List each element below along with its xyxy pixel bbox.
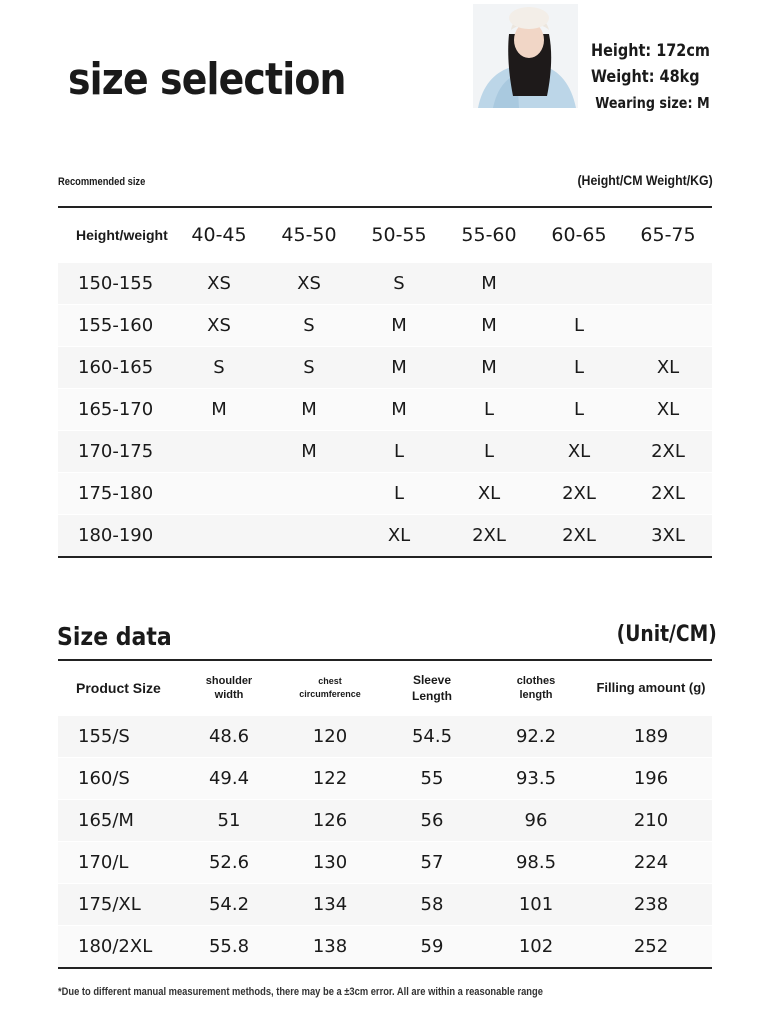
table-header-row [58, 207, 712, 263]
column-header [58, 660, 180, 716]
size-data-title: Size data [57, 622, 172, 651]
model-photo [473, 4, 578, 108]
height-range-cell: 180-190 [58, 515, 174, 558]
measurement-cell: 92.2 [482, 716, 590, 758]
measurement-cell: 102 [482, 926, 590, 969]
size-cell: L [444, 389, 534, 431]
measurement-cell: 189 [590, 716, 712, 758]
size-cell: L [534, 305, 624, 347]
size-cell: M [174, 389, 264, 431]
measurement-cell: 238 [590, 884, 712, 926]
recommended-size-table [58, 206, 712, 558]
size-data-table [58, 659, 712, 969]
column-header-line2: width [214, 689, 244, 701]
measurement-cell: 56 [382, 800, 482, 842]
measurement-cell: 96 [482, 800, 590, 842]
model-weight: Weight: 48kg [591, 67, 700, 87]
product-size-cell: 170/L [58, 842, 180, 884]
model-info [591, 38, 710, 116]
size-cell [264, 473, 354, 515]
column-header: 45-50 [281, 224, 337, 246]
recommended-size-label: Recommended size [58, 176, 146, 188]
recommended-unit: (Height/CM Weight/KG) [577, 172, 713, 188]
table-row [58, 926, 712, 969]
measurement-cell: 252 [590, 926, 712, 969]
table-row [58, 347, 712, 389]
column-header: 60-65 [551, 224, 607, 246]
table-row [58, 431, 712, 473]
product-size-cell: 165/M [58, 800, 180, 842]
column-header-line1: chest [318, 676, 342, 686]
measurement-cell: 54.5 [382, 716, 482, 758]
measurement-cell: 51 [180, 800, 278, 842]
measurement-cell: 55.8 [180, 926, 278, 969]
size-cell: L [534, 389, 624, 431]
measurement-cell: 48.6 [180, 716, 278, 758]
column-header: 65-75 [640, 224, 696, 246]
size-cell [174, 473, 264, 515]
measurement-cell: 101 [482, 884, 590, 926]
model-height: Height: 172cm [591, 41, 710, 61]
size-cell [534, 263, 624, 305]
column-header: 40-45 [191, 224, 247, 246]
product-size-cell: 175/XL [58, 884, 180, 926]
table-row [58, 842, 712, 884]
column-header [590, 660, 712, 716]
column-header [180, 660, 278, 716]
height-range-cell: 155-160 [58, 305, 174, 347]
height-range-cell: 160-165 [58, 347, 174, 389]
table-row [58, 800, 712, 842]
measurement-cell: 55 [382, 758, 482, 800]
column-header-line2: Length [412, 689, 452, 703]
column-header-line1: Product Size [76, 680, 161, 696]
measurement-cell: 93.5 [482, 758, 590, 800]
measurement-cell: 57 [382, 842, 482, 884]
measurement-cell: 120 [278, 716, 382, 758]
size-cell [264, 515, 354, 558]
size-cell: L [534, 347, 624, 389]
size-cell: S [354, 263, 444, 305]
size-cell: M [354, 305, 444, 347]
size-cell: 2XL [624, 431, 712, 473]
height-range-cell: 150-155 [58, 263, 174, 305]
size-cell: XL [624, 389, 712, 431]
table-row [58, 716, 712, 758]
measurement-cell: 138 [278, 926, 382, 969]
column-header: 50-55 [371, 224, 427, 246]
measurement-cell: 58 [382, 884, 482, 926]
height-range-cell: 165-170 [58, 389, 174, 431]
size-cell: 2XL [534, 473, 624, 515]
table-row [58, 758, 712, 800]
column-header: Height/weight [76, 227, 168, 243]
size-cell: M [444, 305, 534, 347]
size-cell: M [264, 431, 354, 473]
size-cell: L [354, 473, 444, 515]
height-range-cell: 170-175 [58, 431, 174, 473]
size-cell: M [444, 263, 534, 305]
size-cell: XS [174, 305, 264, 347]
table-row [58, 884, 712, 926]
size-cell: S [264, 347, 354, 389]
table-row [58, 473, 712, 515]
size-data-unit: (Unit/CM) [616, 622, 717, 647]
size-cell [174, 515, 264, 558]
size-cell: XL [354, 515, 444, 558]
measurement-cell: 130 [278, 842, 382, 884]
column-header-line1: Sleeve [412, 673, 452, 687]
size-cell: XS [264, 263, 354, 305]
footnote: *Due to different manual measurement methods, there may be a ±3cm error. All are within a reasonable range [58, 986, 543, 998]
measurement-cell: 54.2 [180, 884, 278, 926]
product-size-cell: 160/S [58, 758, 180, 800]
size-cell: XL [624, 347, 712, 389]
height-range-cell: 175-180 [58, 473, 174, 515]
column-header [482, 660, 590, 716]
table-row [58, 263, 712, 305]
size-cell: M [354, 389, 444, 431]
size-cell: S [174, 347, 264, 389]
size-cell: XL [444, 473, 534, 515]
size-cell: XS [174, 263, 264, 305]
column-header [382, 660, 482, 716]
model-wearing-size: Wearing size: M [595, 94, 710, 112]
table-row [58, 305, 712, 347]
table-row [58, 389, 712, 431]
size-cell [174, 431, 264, 473]
measurement-cell: 210 [590, 800, 712, 842]
size-cell: 2XL [444, 515, 534, 558]
size-cell: M [354, 347, 444, 389]
product-size-cell: 180/2XL [58, 926, 180, 969]
page-title: size selection [68, 54, 346, 105]
column-header-line2: length [519, 689, 553, 701]
measurement-cell: 134 [278, 884, 382, 926]
measurement-cell: 224 [590, 842, 712, 884]
size-cell: L [444, 431, 534, 473]
size-cell: XL [534, 431, 624, 473]
measurement-cell: 59 [382, 926, 482, 969]
size-cell: 2XL [534, 515, 624, 558]
measurement-cell: 98.5 [482, 842, 590, 884]
measurement-cell: 196 [590, 758, 712, 800]
size-cell: S [264, 305, 354, 347]
size-cell [624, 305, 712, 347]
measurement-cell: 52.6 [180, 842, 278, 884]
column-header-line1: shoulder [205, 675, 253, 687]
column-header-line1: Filling amount (g) [596, 680, 706, 695]
table-header-row [58, 660, 712, 716]
column-header [278, 660, 382, 716]
measurement-cell: 122 [278, 758, 382, 800]
measurement-cell: 49.4 [180, 758, 278, 800]
table-row [58, 515, 712, 558]
size-cell [624, 263, 712, 305]
column-header: 55-60 [461, 224, 517, 246]
size-cell: L [354, 431, 444, 473]
column-header-line1: clothes [516, 675, 556, 687]
measurement-cell: 126 [278, 800, 382, 842]
size-cell: M [264, 389, 354, 431]
column-header-line2: circumference [299, 689, 361, 699]
size-cell: 2XL [624, 473, 712, 515]
size-cell: M [444, 347, 534, 389]
product-size-cell: 155/S [58, 716, 180, 758]
size-cell: 3XL [624, 515, 712, 558]
